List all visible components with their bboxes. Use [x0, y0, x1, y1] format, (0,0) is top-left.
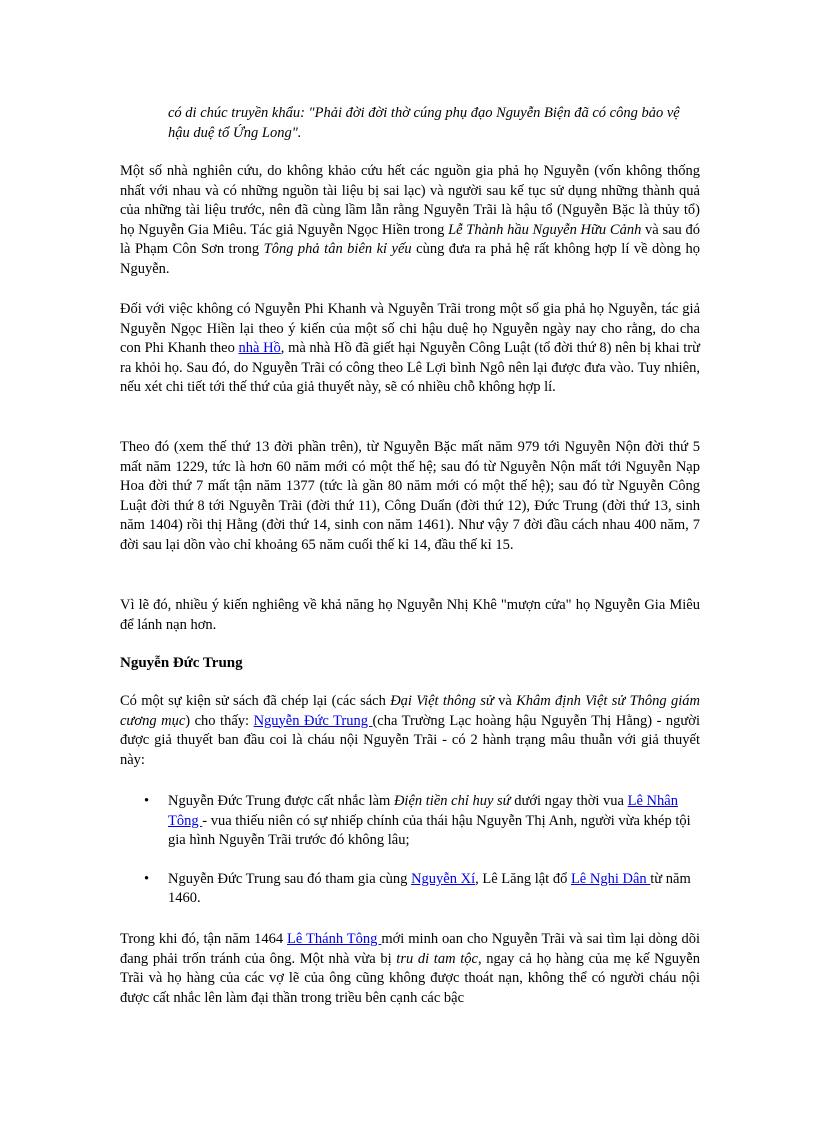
p1-text-c: cùng đưa ra phả hệ rất không hợp lí về dòng họ Nguyễn.	[120, 241, 700, 277]
p3-text: Theo đó (xem thế thứ 13 đời phần trên), từ Nguyễn Bặc mất năm 979 tới Nguyễn Nộn đời thứ 5 mất năm 1229, tức là hơn 60 năm mới có một thế hệ; sau đó từ Nguyễn Nộn mất tới Nguyễn Nạp Hoa đời thứ 7 mất tận năm 1377 (tức là gần 80 năm mới có một thế hệ); sau đó từ Nguyễn Công Luật đời thứ 8 tới Nguyễn Trãi (đời thứ 11), Công Duẩn (đời thứ 12), Đức Trung (đời thứ 13, sinh năm 1404) rồi thị Hằng (đời thứ 14, sinh con năm 1461). Như vậy 7 đời đầu cách nhau 400 năm, 7 đời sau lại dồn vào chỉ khoảng 65 năm cuối thế kỉ 14, đầu thế kỉ 15.	[120, 439, 700, 553]
p5-text-c: ) cho thấy:	[185, 712, 254, 729]
p6-italic: tru di tam tộc	[396, 950, 478, 967]
p2-text-b: , mà nhà Hồ đã giết hại Nguyễn Công Luật (tổ đời thứ 8) nên bị khai trừ ra khỏi họ. Sau đó, do Nguyễn Trãi có công theo Lê Lợi bình Ngô nên lại được đưa vào. Tuy nhiên, nếu xét chi tiết tới thế thứ của giả thuyết này, sẽ có nhiều chỗ không hợp lí.	[120, 340, 700, 396]
b2-text-b: , Lê Lăng lật đổ	[475, 870, 571, 887]
b1-text-a: Nguyễn Đức Trung được cất nhắc làm	[168, 793, 394, 809]
p6-text-a: Trong khi đó, tận năm 1464	[120, 931, 288, 947]
bullet-list	[120, 792, 700, 909]
p2-text-a: Đối với việc không có Nguyễn Phi Khanh và Nguyễn Trãi trong một số gia phả họ Nguyễn, tác giả Nguyễn Ngọc Hiền lại theo ý kiến của một số chi hậu duệ họ Nguyễn ngày nay cho rằng, do cha con Phi Khanh theo	[120, 301, 700, 357]
link-le-nghi-dan[interactable]: Lê Nghi Dân	[570, 870, 651, 887]
list-item	[120, 792, 700, 851]
quote-prefix: có di chúc truyền khẩu:	[168, 105, 309, 121]
p1-text-b: và sau đó là Phạm Côn Sơn trong	[120, 221, 700, 258]
link-nguyen-duc-trung[interactable]: Nguyễn Đức Trung	[253, 712, 373, 729]
paragraph-5	[120, 692, 700, 770]
p6-text-c: , ngay cả họ hàng của mẹ kế Nguyễn Trãi và họ hàng của các vợ lẽ của ông cũng không được thoát nạn, không thể có người cháu nội được cất nhắc lên làm đại thần trong triều bên cạnh các bậc	[120, 950, 700, 1006]
quote-block	[168, 103, 698, 143]
list-item	[120, 870, 700, 909]
link-nha-ho[interactable]: nhà Hồ	[238, 340, 281, 357]
paragraph-1	[120, 162, 700, 280]
quote-text: "Phải đời đời thờ cúng phụ đạo Nguyễn Biện đã có công bảo vệ hậu duệ tổ Ứng Long".	[168, 105, 680, 141]
link-le-nhan-tong[interactable]: Lê Nhân Tông	[168, 793, 678, 829]
b1-text-c: - vua thiếu niên có sự nhiếp chính của thái hậu Nguyễn Thị Anh, người vừa khép tội gia hình Nguyễn Trãi trước đó không lâu;	[168, 812, 691, 849]
b2-text-a: Nguyễn Đức Trung sau đó tham gia cùng	[168, 870, 412, 887]
section-heading: Nguyễn Đức Trung	[120, 655, 243, 671]
p5-text-b: và	[493, 693, 517, 709]
bullet-icon: •	[144, 793, 150, 809]
p6-text-b: mới minh oan cho Nguyễn Trãi và sai tìm lại dòng dõi đang phải trốn tránh của ông. Một nhà vừa bị	[120, 931, 701, 967]
b2-text-c: từ năm 1460.	[168, 870, 691, 907]
p5-text-d: (cha Trường Lạc hoàng hậu Nguyễn Thị Hằng) - người được giả thuyết ban đầu coi là cháu nội Nguyễn Trãi - có 2 hành trạng mâu thuẫn với giả thuyết này:	[120, 712, 700, 768]
p1-italic-title-1: Lễ Thành hầu Nguyễn Hữu Cảnh	[448, 221, 642, 238]
bullet-icon: •	[144, 870, 150, 887]
p5-italic-title-1: Đại Việt thông sử	[390, 693, 494, 709]
paragraph-6	[120, 930, 700, 1008]
b1-text-b: dưới ngay thời vua	[510, 793, 628, 809]
paragraph-4	[120, 596, 700, 635]
link-le-thanh-tong[interactable]: Lê Thánh Tông	[287, 931, 382, 947]
link-nguyen-xi[interactable]: Nguyễn Xí	[411, 870, 476, 887]
p1-text-a: Một số nhà nghiên cứu, do không khảo cứu hết các nguồn gia phả họ Nguyễn (vốn không thống nhất với nhau và có những nguồn tài liệu bị sai lạc) và người sau kế tục sử dụng những thành quả của những tài liệu trước, nên đã cùng lầm lẫn rằng Nguyễn Trãi là hậu tổ (Nguyễn Bặc là thủy tổ) họ Nguyễn Gia Miêu. Tác giả Nguyễn Ngọc Hiền trong	[120, 163, 700, 238]
p5-italic-title-2: Khâm định Việt sử Thông giám cương mục	[120, 693, 701, 729]
b1-italic: Điện tiền chỉ huy sứ	[393, 793, 511, 809]
paragraph-2	[120, 300, 700, 398]
p1-italic-title-2: Tông phả tân biên kỉ yếu	[263, 241, 412, 258]
p5-text-a: Có một sự kiện sử sách đã chép lại (các sách	[120, 693, 391, 709]
paragraph-3	[120, 438, 700, 556]
p4-text: Vì lẽ đó, nhiều ý kiến nghiêng về khả năng họ Nguyễn Nhị Khê "mượn cửa" họ Nguyễn Gia Miêu để lánh nạn hơn.	[120, 597, 700, 633]
